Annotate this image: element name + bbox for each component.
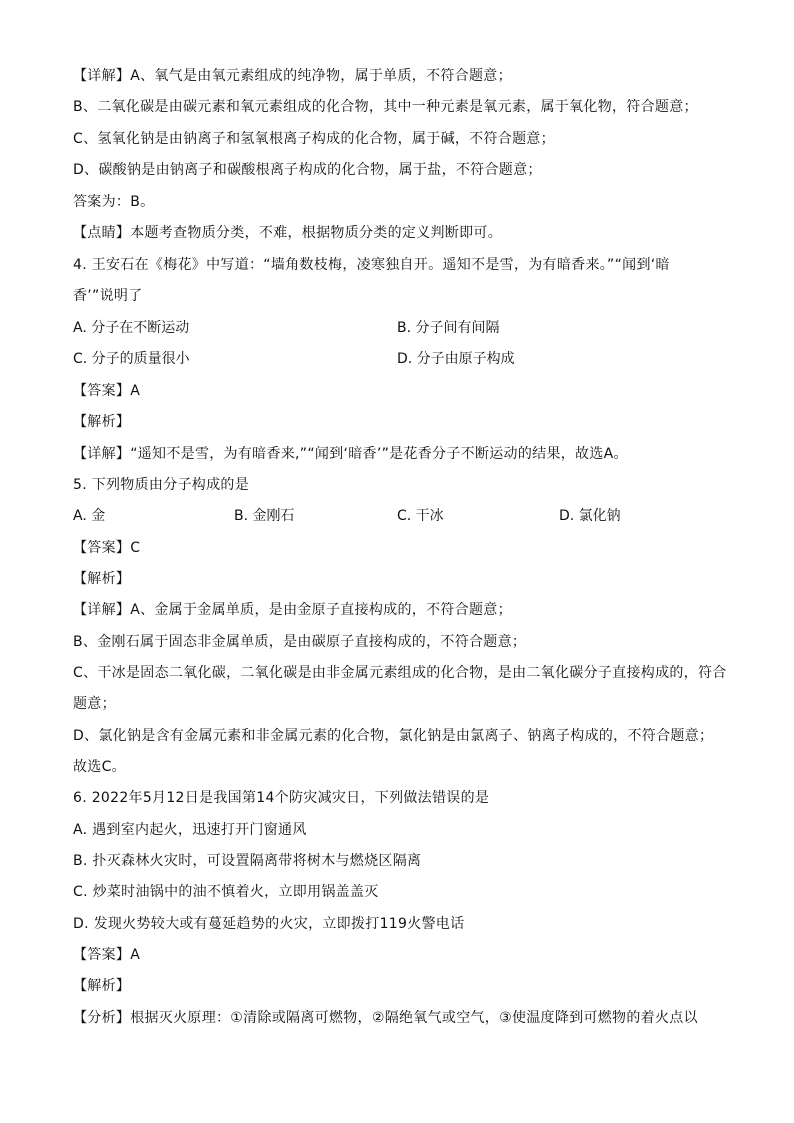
q6-option-d: D. 发现火势较大或有蔓延趋势的火灾，立即拨打119火警电话 (73, 916, 465, 932)
q5-option-c: C. 干冰 (397, 508, 444, 524)
q5-detail-a: 【详解】A、金属于金属单质，是由金原子直接构成的，不符合题意； (73, 602, 512, 618)
q3-comment: 【点睛】本题考查物质分类，不难，根据物质分类的定义判断即可。 (73, 225, 502, 241)
q5-option-b: B. 金刚石 (234, 508, 295, 524)
q3-detail-c: C、氢氧化钠是由钠离子和氢氧根离子构成的化合物，属于碱，不符合题意； (73, 131, 555, 147)
q4-stem-line1: 4. 王安石在《梅花》中写道：“墙角数枝梅，凌寒独自开。遥知不是雪，为有暗香来。”“闻到‘暗 (73, 257, 670, 273)
q5-analysis-heading: 【解析】 (73, 571, 131, 587)
q6-answer: 【答案】A (73, 947, 141, 963)
q6-option-b: B. 扑灭森林火灾时，可设置隔离带将树木与燃烧区隔离 (73, 853, 422, 869)
q5-answer: 【答案】C (73, 540, 141, 556)
q5-detail-d: D、氯化钠是含有金属元素和非金属元素的化合物，氯化钠是由氯离子、钠离子构成的，不符合题意； (73, 728, 714, 744)
q5-stem: 5. 下列物质由分子构成的是 (73, 477, 250, 493)
q5-conclusion: 故选C。 (73, 759, 126, 775)
q3-detail-d: D、碳酸钠是由钠离子和碳酸根离子构成的化合物，属于盐，不符合题意； (73, 162, 542, 178)
q3-detail-a: 【详解】A、氧气是由氧元素组成的纯净物，属于单质，不符合题意； (73, 68, 512, 84)
q3-detail-b: B、二氧化碳是由碳元素和氧元素组成的化合物，其中一种元素是氧元素，属于氧化物，符合题意； (73, 99, 698, 115)
q4-option-c: C. 分子的质量很小 (73, 351, 190, 367)
q6-stem: 6. 2022年5月12日是我国第14个防灾减灾日，下列做法错误的是 (73, 790, 490, 806)
q6-option-a: A. 遇到室内起火，迅速打开门窗通风 (73, 822, 307, 838)
q6-option-c: C. 炒菜时油锅中的油不慎着火，立即用锅盖盖灭 (73, 884, 379, 900)
q5-option-d: D. 氯化钠 (559, 508, 621, 524)
q6-analysis-heading: 【解析】 (73, 978, 131, 994)
q4-answer: 【答案】A (73, 383, 141, 399)
q5-detail-c-line2: 题意； (73, 696, 116, 712)
q4-option-d: D. 分子由原子构成 (397, 351, 515, 367)
q6-analysis: 【分析】根据灭火原理：①清除或隔离可燃物，②隔绝氧气或空气，③使温度降到可燃物的着火点以 (73, 1010, 698, 1026)
q4-analysis-heading: 【解析】 (73, 414, 131, 430)
q4-option-b: B. 分子间有间隔 (397, 320, 500, 336)
q4-detail: 【详解】“遥知不是雪，为有暗香来,”“闻到‘暗香’”是花香分子不断运动的结果，故选A。 (73, 446, 628, 462)
q5-option-a: A. 金 (73, 508, 106, 524)
q5-detail-c-line1: C、干冰是固态二氧化碳，二氧化碳是由非金属元素组成的化合物，是由二氧化碳分子直接构成的，符合 (73, 665, 727, 681)
q3-answer-summary: 答案为：B。 (73, 194, 155, 210)
q5-detail-b: B、金刚石属于固态非金属单质，是由碳原子直接构成的，不符合题意； (73, 634, 527, 650)
q4-option-a: A. 分子在不断运动 (73, 320, 190, 336)
q4-stem-line2: 香’”说明了 (73, 288, 143, 304)
